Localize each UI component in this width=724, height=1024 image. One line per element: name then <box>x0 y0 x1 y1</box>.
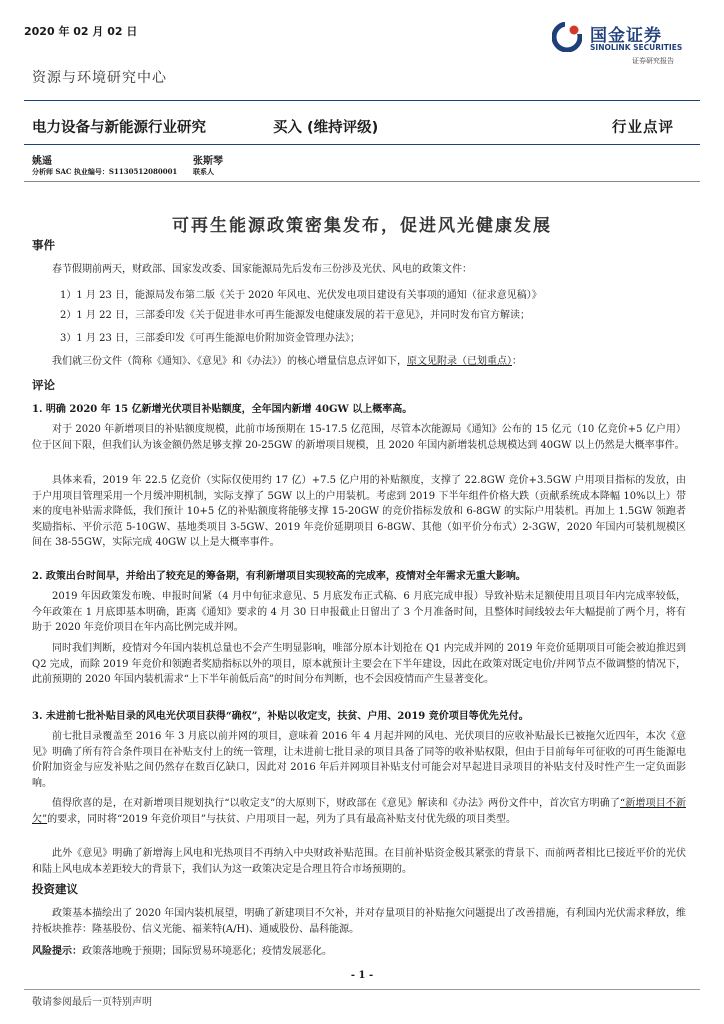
event-summary: 我们就三份文件（简称《通知》、《意见》和《办法》）的核心增量信息点评如下，原文见附录（已划重点）： <box>52 356 522 367</box>
logo-chinese-name: 国金证券 <box>590 26 662 46</box>
author-divider <box>24 181 700 182</box>
point-2-para-2: 同时我们判断，疫情对今年国内装机总量也不会产生明显影响，唯部分原本计划抢在 Q1 内完成并网的 2019 年竞价延期项目可能会被迫推迟到 Q2 完成，而除 2019 年竞价和领跑者奖励指标以外的项目，原本就预计主要会在下半年建设，因此在政策对既定电价/并网节点不做调整的情况下，此前预期的 2020 年国内装机需求“上下半年前低后高”的时间分布判断，也不会因疫情而产生显著变化。 <box>32 643 686 685</box>
point-1-para-1: 对于 2020 年新增项目的补贴额度规模，此前市场预期在 15-17.5 亿范围，尽管本次能源局《通知》公布的 15 亿元（10 亿竞价+5 亿户用）位于区间下限，但我们认为该金额仍然足够支撑 20-25GW 的新增项目规模，且 2020 年国内新增装机总规模达到 40GW 以上仍然是大概率事件。 <box>32 424 686 451</box>
disclaimer: 敬请参阅最后一页特别声明 <box>32 997 152 1008</box>
point-3-para-1: 前七批目录覆盖至 2016 年 3 月底以前并网的项目，意味着 2016 年 4 月起并网的风电、光伏项目的应收补贴最长已被拖欠近四年，本次《意见》明确了所有符合条件项目在补贴支付上的统一管理，让未进前七批目录的项目具备了同等的收补贴权限，但由于目前每年可征收的可再生能源电价附加资金与应发补贴之间仍然存在数百亿缺口，因此对 2016 年后并网项目补贴支付可能会对早起进目录项目的补贴支付及时性产生一定负面影响。 <box>32 731 686 789</box>
report-date: 2020 年 02 月 02 日 <box>24 25 138 38</box>
appendix-reference: 原文见附录（已划重点） <box>407 356 512 367</box>
risk-label: 风险提示： <box>32 946 82 957</box>
point-2-title: 2. 政策出台时间早，并给出了较充足的筹备期，有利新增项目实现较高的完成率，疫情对全年需求无重大影响。 <box>32 571 526 582</box>
research-center: 资源与环境研究中心 <box>32 70 167 86</box>
author-name: 姚遥 <box>32 156 52 167</box>
company-logo <box>552 20 712 68</box>
comment-heading: 评论 <box>32 378 55 392</box>
event-intro: 春节假期前两天，财政部、国家发改委、国家能源局先后发布三份涉及光伏、风电的政策文件： <box>52 264 472 275</box>
logo-english-name: SINOLINK SECURITIES <box>590 43 683 52</box>
logo-subtitle: 证券研究报告 <box>632 57 674 65</box>
report-title: 可再生能源政策密集发布，促进风光健康发展 <box>172 216 552 236</box>
event-item: 2）1 月 22 日，三部委印发《关于促进非水可再生能源发电健康发展的若干意见》，并同时发布官方解读； <box>60 310 530 321</box>
industry-title: 电力设备与新能源行业研究 <box>32 120 206 136</box>
event-item: 1）1 月 23 日，能源局发布第二版《关于 2020 年风电、光伏发电项目建设有关事项的通知（征求意见稿）》 <box>60 290 542 301</box>
sinolink-logo-icon <box>552 22 582 52</box>
risk-warning: 风险提示：政策落地晚于预期；国际贸易环境恶化；疫情发展恶化。 <box>32 946 332 957</box>
point-3-para-2: 值得欣喜的是，在对新增项目规划执行“以收定支”的大原则下，财政部在《意见》解读和《办法》两份文件中，首次官方明确了“新增项目不新欠”的要求，同时将“2019 年竞价项目”与扶贫、户用项目一起，列为了具有最高补贴支付优先级的项目类型。 <box>32 798 686 825</box>
point-2-para-1: 2019 年因政策发布晚、申报时间紧（4 月中旬征求意见、5 月底发布正式稿、6 月底完成申报）导致补贴未足额使用且项目年内完成率较低，今年政策在 1 月底即基本明确，距离《通知》要求的 4 月 30 日申报截止日留出了 3 个月准备时间，且整体时间线较去年大幅提前了两个月，将有助于 2020 年竞价项目在年内高比例完成并网。 <box>32 591 686 633</box>
event-heading: 事件 <box>32 238 55 252</box>
title-divider <box>24 144 700 145</box>
report-type: 行业点评 <box>612 119 674 136</box>
investment-text: 政策基本描绘出了 2020 年国内装机展望，明确了新建项目不欠补，并对存量项目的补贴拖欠问题提出了改善措施，有利国内光伏需求释放，维持板块推荐：隆基股份、信义光能、福莱特(A/H)、通威股份、晶科能源。 <box>32 908 686 935</box>
no-new-arrears-phrase: “新增项目不新欠” <box>32 798 686 825</box>
footer-divider <box>24 989 700 990</box>
point-3-title: 3. 未进前七批补贴目录的风电光伏项目获得“确权”，补贴以收定支，扶贫、户用、2019 竞价项目等优先兑付。 <box>32 711 529 722</box>
point-3-para-3: 此外《意见》明确了新增海上风电和光热项目不再纳入中央财政补贴范围。在目前补贴资金极其紧张的背景下、而前两者相比已接近平价的光伏和陆上风电成本差距较大的背景下，我们认为这一政策决定是合理且符合市场预期的。 <box>32 848 686 875</box>
contact-role: 联系人 <box>193 167 214 176</box>
contact-name: 张斯琴 <box>193 156 223 167</box>
author-license: 分析师 SAC 执业编号：S1130512080001 <box>32 167 178 176</box>
point-1-para-2: 具体来看，2019 年 22.5 亿竞价（实际仅使用约 17 亿）+7.5 亿户用的补贴额度，支撑了 22.8GW 竞价+3.5GW 户用项目指标的发放，由于户用项目管理采用一个月缓冲期机制，实际支撑了 5GW 以上的户用装机。考虑到 2019 下半年组件价格大跌（贡献系统成本降幅 10%以上）带来的度电补贴需求降低，我们预计 10+5 亿的补贴额度将能够支撑 15-20GW 的竞价指标发放和 6-8GW 的实际户用装机。再加上 1.5GW 领跑者奖励指标、平价示范 5-10GW、基地类项目 3-5GW、2019 年竞价延期项目 6-8GW、其他（如平价分布式）2-3GW，2020 年国内可装机规模区间在 38-55GW，实际完成 40GW 以上是大概率事件。 <box>32 475 686 548</box>
investment-heading: 投资建议 <box>32 882 78 896</box>
page-number: - 1 - <box>350 970 374 981</box>
event-item: 3）1 月 23 日，三部委印发《可再生能源电价附加资金管理办法》； <box>60 333 360 344</box>
rating: 买入 (维持评级) <box>273 120 379 136</box>
header-divider <box>24 100 700 101</box>
point-1-title: 1. 明确 2020 年 15 亿新增光伏项目补贴额度，全年国内新增 40GW 以上概率高。 <box>32 404 413 415</box>
